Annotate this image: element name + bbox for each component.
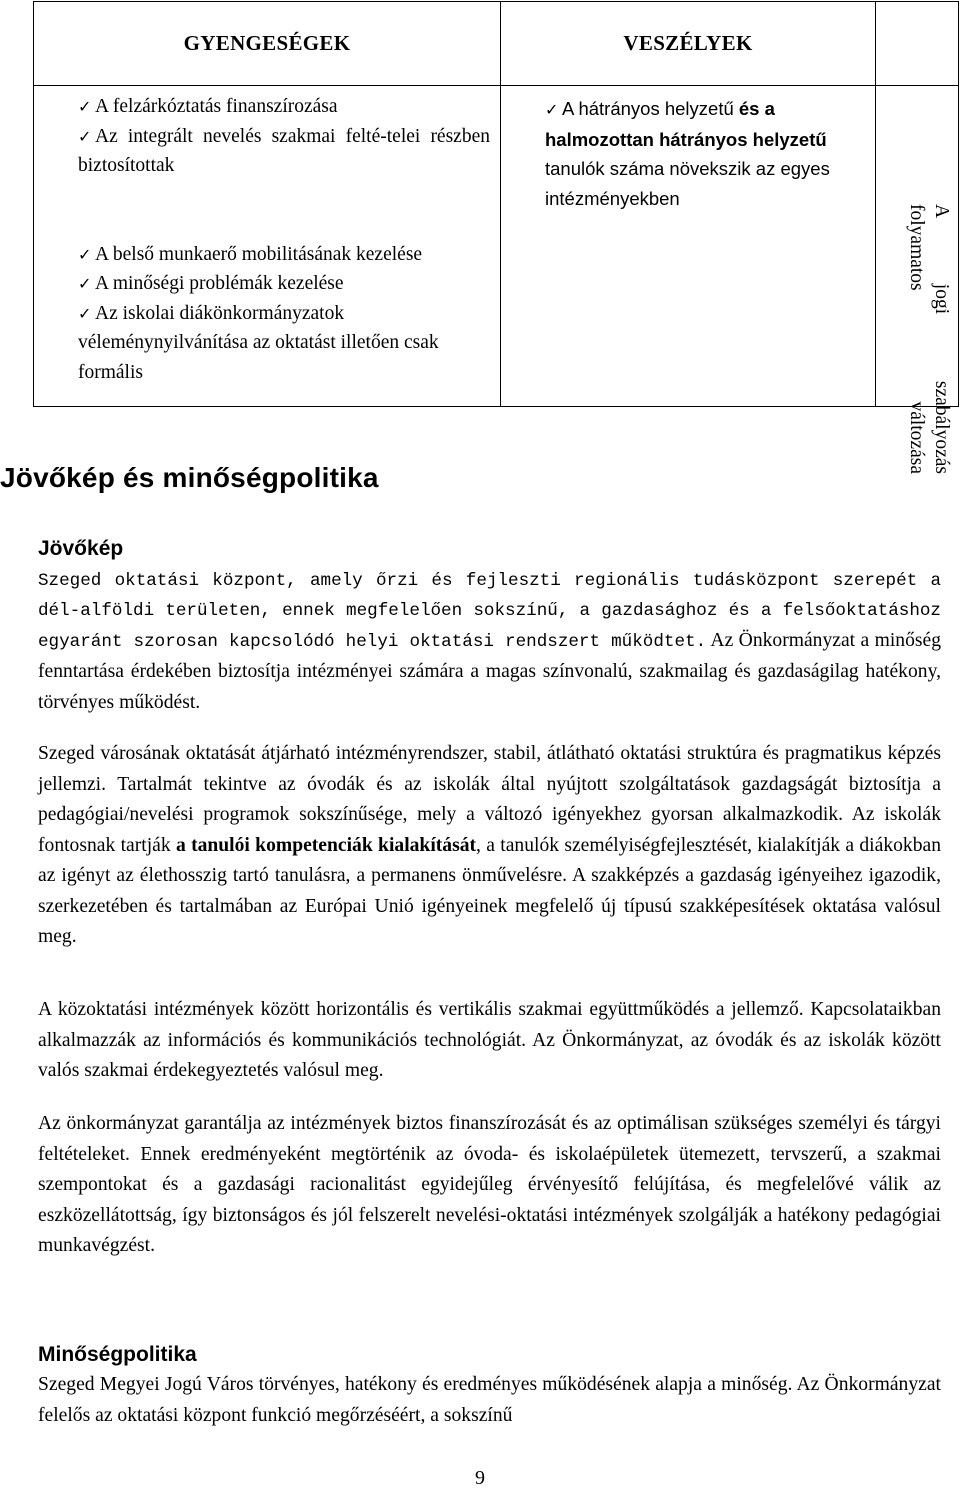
- quality-paragraph-1: Szeged Megyei Jogú Város törvényes, hatékony és eredményes működésének alapja a minőség. Az Önkormányzat felelős az oktatási központ funkció megőrzéséért, a sokszínű: [38, 1374, 941, 1426]
- weaknesses-list: [34, 86, 501, 407]
- checkmark-icon: ✓: [78, 126, 92, 146]
- threats-header: VESZÉLYEK: [501, 2, 876, 86]
- threat-rotated-cell: [876, 86, 959, 474]
- vision-paragraph-2: Szeged városának oktatását átjárható intézményrendszer, stabil, átlátható oktatási struktúra és pragmatikus képzés jellemzi. Tartalmát tekintve az óvodák és az iskolák által nyújtott szolgáltatások gazdagságát biztosítja a pedagógiai/nevelési programok sokszínűsége, mely a változó igényekhez gyorsan alkalmazkodik. Az iskolák fontosnak tartják a tanulói kompetenciák kialakítását, a tanulók személyiségfejlesztését, kialakítják a diákokban az igényt az élethosszig tartó tanulásra, a permanens önművelésre. A szakképzés a gazdaság igényeihez igazodik, szerkezetében és tartalmában az Európai Unió igényeinek megfelelő új típusú szakképesítések oktatása valósul meg.: [38, 743, 941, 947]
- vision-paragraph-3: A közoktatási intézmények között horizontális és vertikális szakmai együttműködés a jellemző. Kapcsolataikban alkalmazzák az információs és kommunikációs technológiát. Az Önkormányzat, az óvodák és az iskolák között valós szakmai érdekegyeztetés valósul meg.: [38, 999, 941, 1081]
- checkmark-icon: ✓: [78, 97, 92, 116]
- list-item: ✓ A minőségi problémák kezelése: [78, 269, 490, 299]
- swot-table: [33, 1, 959, 474]
- section-title: Jövőkép és minőségpolitika: [0, 462, 379, 493]
- checkmark-icon: ✓: [78, 303, 92, 323]
- page-number: 9: [475, 1467, 485, 1489]
- list-item: ✓ Az iskolai diákönkormányzatok véleménynyilvánítása az oktatást illetően csak formális: [78, 299, 490, 388]
- list-item: ✓ A felzárkóztatás finanszírozása: [78, 92, 490, 122]
- list-item: ✓ Az integrált nevelés szakmai felté-telei részben biztosítottak: [78, 122, 490, 181]
- checkmark-icon: ✓: [78, 244, 92, 264]
- vision-heading: Jövőkép: [38, 537, 124, 560]
- weaknesses-header: GYENGESÉGEK: [34, 2, 501, 86]
- checkmark-icon: ✓: [78, 274, 92, 293]
- threat-rotated-text: A jogi szabályozás folyamatos változása: [906, 204, 952, 474]
- checkmark-icon: ✓: [545, 100, 559, 119]
- vision-paragraph-1: Szeged oktatási központ, amely őrzi és fejleszti regionális tudásközpont szerepét a dél-alföldi területen, ennek megfelelően sokszínű, a gazdasághoz és a felsőoktatáshoz egyaránt szorosan kapcsolódó helyi oktatási rendszert működtet. Az Önkormányzat a minőség fenntartása érdekében biztosítja intézményei számára a magas színvonalú, szakmailag és gazdaságilag hatékony, törvényes működést.: [38, 571, 941, 713]
- threats-list: [501, 86, 876, 407]
- quality-heading: Minőségpolitika: [38, 1343, 197, 1366]
- list-item: ✓ A belső munkaerő mobilitásának kezelése: [78, 240, 490, 270]
- threats-header-blank: [876, 2, 959, 86]
- vision-paragraph-4: Az önkormányzat garantálja az intézmények biztos finanszírozását és az optimálisan szükséges személyi és tárgyi feltételeket. Ennek eredményeként megtörténik az óvoda- és iskolaépületek ütemezett, tervszerű, a szakmai szempontokat és a gazdasági racionalitást egyidejűleg érvényesítő felújítása, és megfelelővé válik az eszközellátottság, így biztonságos és jól felszerelt nevelési-oktatási intézmények szolgálják a hatékony pedagógiai munkavégzést.: [38, 1113, 941, 1256]
- list-item: ✓ A hátrányos helyzetű és a halmozottan hátrányos helyzetű tanulók száma növekszik az egyes intézményekben: [545, 94, 865, 213]
